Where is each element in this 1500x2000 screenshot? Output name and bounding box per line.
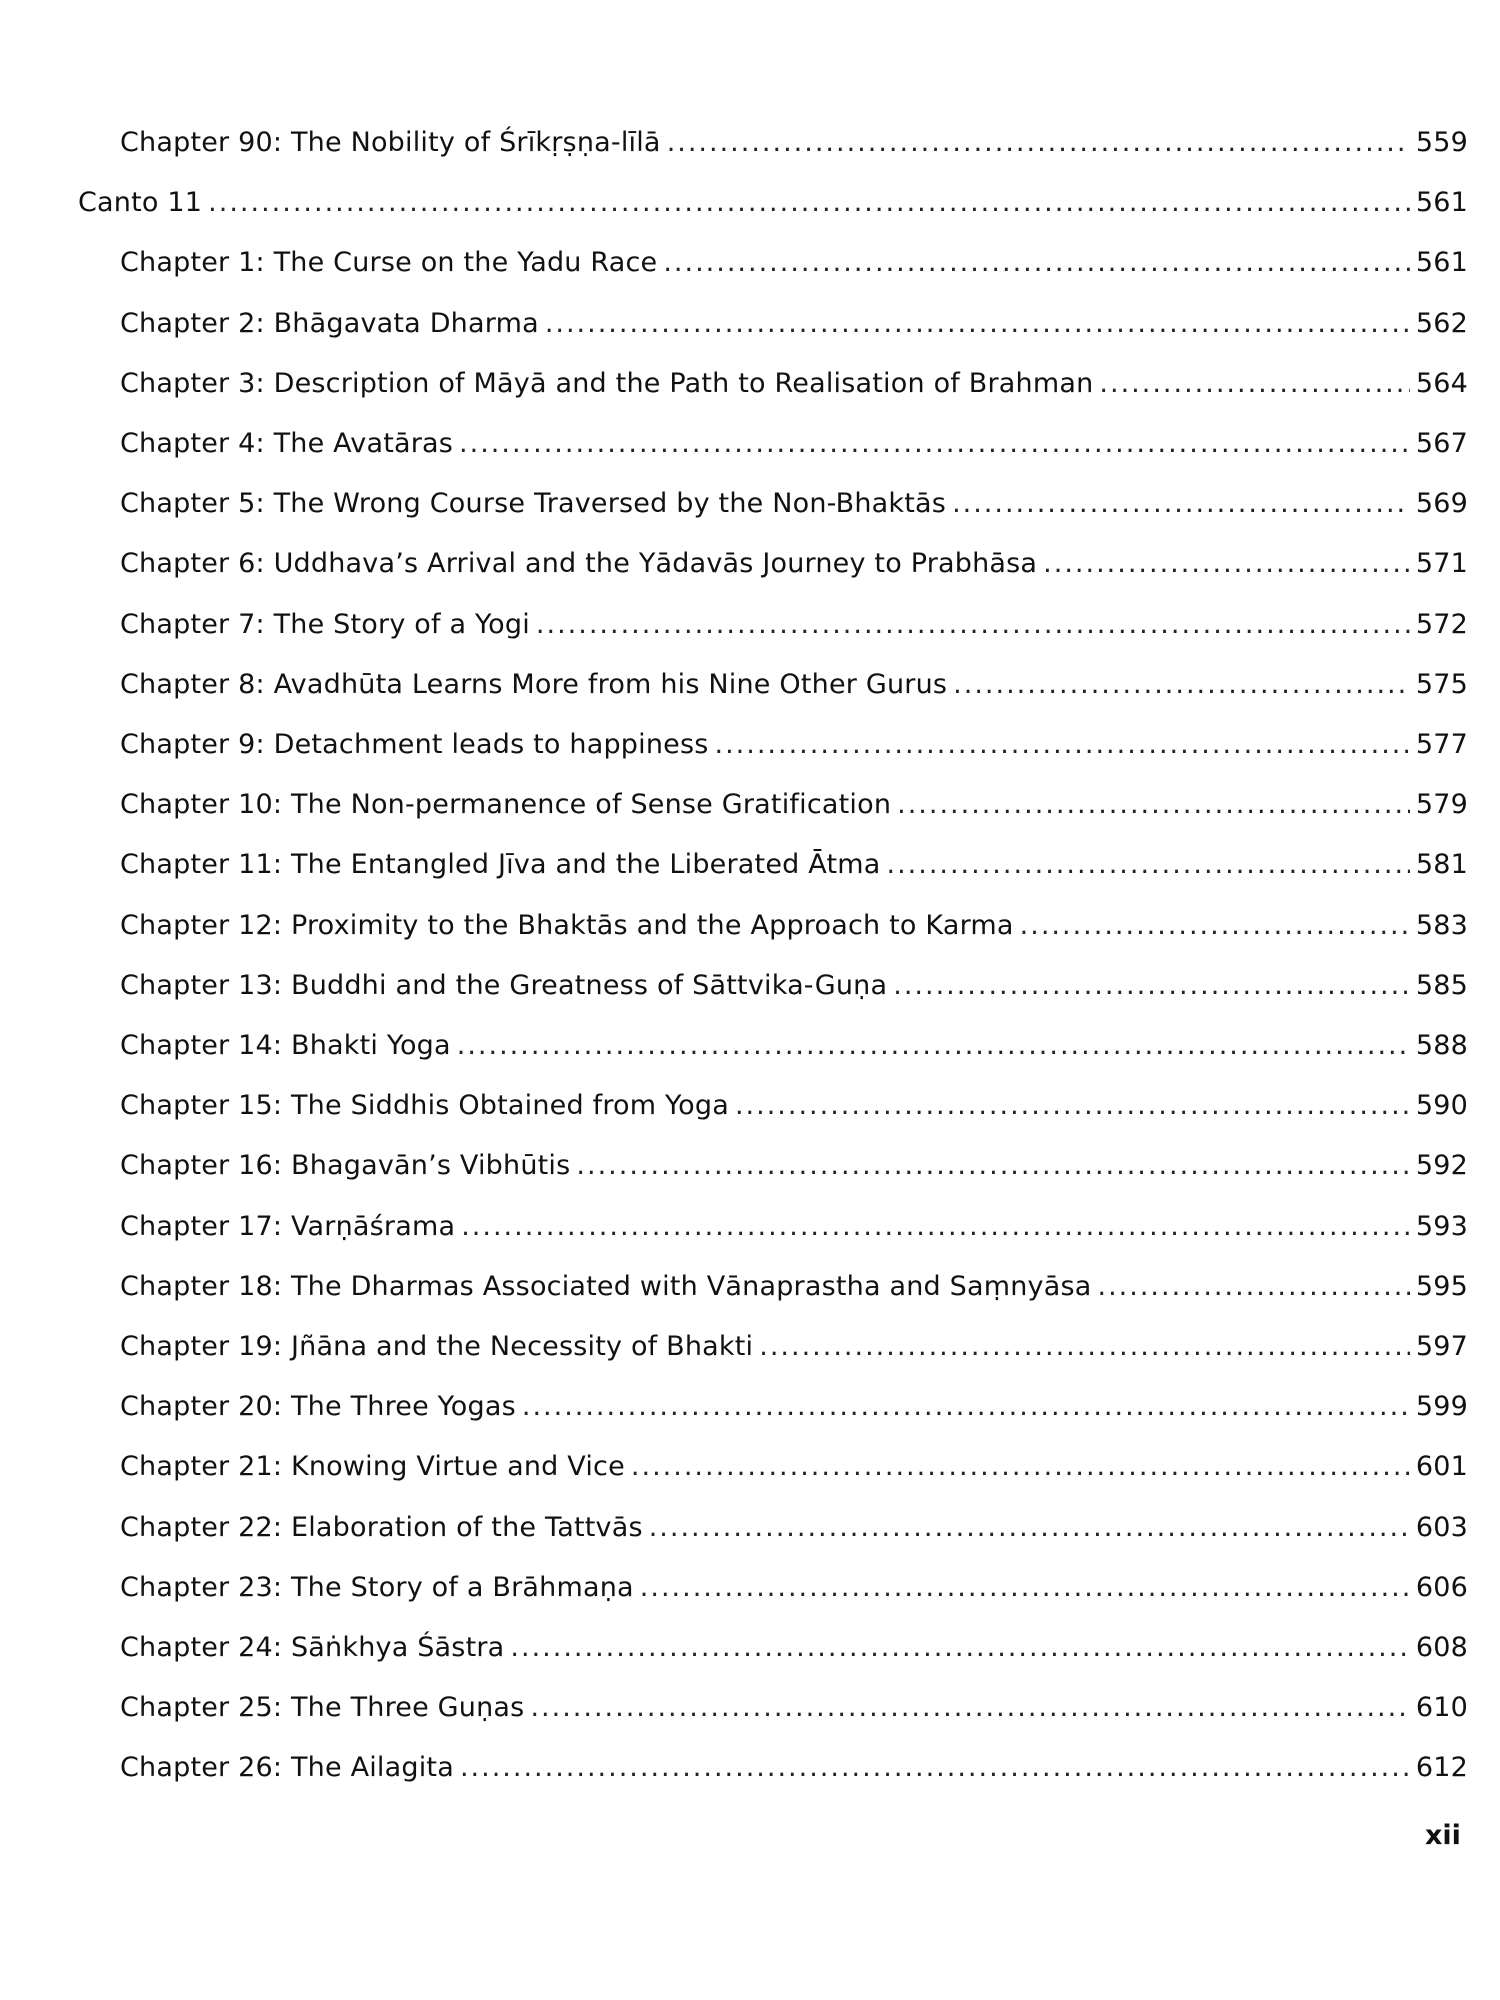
dot-leader — [576, 1148, 1409, 1184]
dot-leader — [459, 426, 1410, 462]
toc-entry[interactable] — [120, 1449, 1468, 1485]
toc-entry[interactable] — [120, 607, 1468, 643]
toc-entry-page: 612 — [1415, 1752, 1468, 1783]
dot-leader — [667, 125, 1410, 161]
toc-entry[interactable] — [120, 787, 1468, 823]
toc-entry[interactable] — [120, 727, 1468, 763]
toc-entry[interactable] — [120, 486, 1468, 522]
toc-entry-title: Chapter 90: The Nobility of Śrīkṛṣṇa-līlā — [120, 127, 661, 158]
dot-leader — [461, 1209, 1410, 1245]
toc-entry-title: Chapter 12: Proximity to the Bhaktās and the Approach to Karma — [120, 910, 1014, 941]
toc-entry-page: 572 — [1415, 609, 1468, 640]
dot-leader — [640, 1570, 1410, 1606]
toc-entry-page: 575 — [1415, 669, 1468, 700]
toc-entry[interactable] — [120, 245, 1468, 281]
toc-entry-title: Chapter 17: Varṇāśrama — [120, 1211, 456, 1242]
toc-entry[interactable] — [120, 847, 1468, 883]
toc-entry[interactable] — [120, 1269, 1468, 1305]
dot-leader — [460, 1750, 1410, 1786]
toc-entry-title: Chapter 23: The Story of a Brāhmaṇa — [120, 1572, 634, 1603]
toc-entry-title: Chapter 1: The Curse on the Yadu Race — [120, 247, 658, 278]
toc-entry-title: Chapter 18: The Dharmas Associated with Vānaprastha and Saṃnyāsa — [120, 1271, 1092, 1302]
toc-entry-page: 592 — [1415, 1150, 1468, 1181]
toc-entry-page: 561 — [1415, 187, 1468, 218]
toc-entry-title: Chapter 21: Knowing Virtue and Vice — [120, 1451, 625, 1482]
dot-leader — [1043, 546, 1410, 582]
toc-entry-page: 593 — [1415, 1211, 1468, 1242]
toc-entry[interactable] — [120, 1510, 1468, 1546]
toc-entry-title: Canto 11 — [78, 187, 203, 218]
dot-leader — [886, 847, 1409, 883]
toc-entry-title: Chapter 20: The Three Yogas — [120, 1391, 516, 1422]
toc-entry[interactable] — [120, 667, 1468, 703]
toc-entry-title: Chapter 14: Bhakti Yoga — [120, 1030, 451, 1061]
toc-entry-title: Chapter 15: The Siddhis Obtained from Yoga — [120, 1090, 729, 1121]
toc-entry-page: 585 — [1415, 970, 1468, 1001]
toc-entry[interactable] — [120, 1028, 1468, 1064]
toc-entry-title: Chapter 5: The Wrong Course Traversed by the Non-Bhaktās — [120, 488, 947, 519]
toc-entry[interactable] — [120, 1630, 1468, 1666]
toc-entry[interactable] — [120, 366, 1468, 402]
toc-entry-page: 564 — [1415, 368, 1468, 399]
toc-entry-title: Chapter 19: Jñāna and the Necessity of Bhakti — [120, 1331, 754, 1362]
toc-entry[interactable] — [120, 306, 1468, 342]
toc-entry-page: 571 — [1415, 548, 1468, 579]
toc-entry[interactable] — [120, 1148, 1468, 1184]
toc-entry[interactable] — [120, 125, 1468, 161]
toc-entry-title: Chapter 25: The Three Guṇas — [120, 1692, 525, 1723]
toc-entry[interactable] — [120, 426, 1468, 462]
toc-entry-page: 588 — [1415, 1030, 1468, 1061]
toc-entry[interactable] — [120, 908, 1468, 944]
toc-entry-page: 562 — [1415, 308, 1468, 339]
toc-entry[interactable] — [120, 1570, 1468, 1606]
toc-entry-title: Chapter 8: Avadhūta Learns More from his Nine Other Gurus — [120, 669, 948, 700]
dot-leader — [522, 1389, 1410, 1425]
toc-entry-title: Chapter 13: Buddhi and the Greatness of Sāttvika-Guṇa — [120, 970, 888, 1001]
toc-entry-title: Chapter 16: Bhagavān’s Vibhūtis — [120, 1150, 571, 1181]
toc-entry-page: 597 — [1415, 1331, 1468, 1362]
toc-entry[interactable] — [120, 546, 1468, 582]
dot-leader — [759, 1329, 1410, 1365]
toc-entry-page: 608 — [1415, 1632, 1468, 1663]
toc-entry-page: 567 — [1415, 428, 1468, 459]
toc-entry-title: Chapter 22: Elaboration of the Tattvās — [120, 1512, 643, 1543]
dot-leader — [536, 607, 1410, 643]
toc-entry-title: Chapter 3: Description of Māyā and the Path to Realisation of Brahman — [120, 368, 1094, 399]
toc-entry-page: 601 — [1415, 1451, 1468, 1482]
toc-entry-page: 603 — [1415, 1512, 1468, 1543]
dot-leader — [897, 787, 1410, 823]
dot-leader — [530, 1690, 1409, 1726]
toc-entry[interactable] — [120, 1329, 1468, 1365]
toc-entry-title: Chapter 26: The Ailagita — [120, 1752, 454, 1783]
dot-leader — [663, 245, 1410, 281]
dot-leader — [1098, 1269, 1410, 1305]
dot-leader — [893, 968, 1410, 1004]
toc-entry[interactable] — [120, 968, 1468, 1004]
dot-leader — [952, 486, 1410, 522]
toc-entry-title: Chapter 11: The Entangled Jīva and the Liberated Ātma — [120, 849, 881, 880]
toc-entry-page: 561 — [1415, 247, 1468, 278]
toc-entry[interactable] — [120, 1690, 1468, 1726]
toc-entry-page: 577 — [1415, 729, 1468, 760]
toc-entry-page: 610 — [1415, 1692, 1468, 1723]
dot-leader — [208, 185, 1410, 221]
toc-entry-canto[interactable] — [78, 185, 1468, 221]
toc-entry-page: 583 — [1415, 910, 1468, 941]
dot-leader — [457, 1028, 1410, 1064]
dot-leader — [631, 1449, 1410, 1485]
toc-entry[interactable] — [120, 1088, 1468, 1124]
toc-entry-title: Chapter 24: Sāṅkhya Śāstra — [120, 1632, 505, 1663]
page-number: xii — [1425, 1820, 1461, 1851]
toc-entry-title: Chapter 10: The Non-permanence of Sense Gratification — [120, 789, 892, 820]
dot-leader — [545, 306, 1410, 342]
toc-entry-page: 579 — [1415, 789, 1468, 820]
toc-entry-page: 559 — [1415, 127, 1468, 158]
toc-entry-title: Chapter 6: Uddhava’s Arrival and the Yādavās Journey to Prabhāsa — [120, 548, 1038, 579]
toc-entry[interactable] — [120, 1389, 1468, 1425]
dot-leader — [1099, 366, 1409, 402]
dot-leader — [715, 727, 1410, 763]
toc-entry[interactable] — [120, 1750, 1468, 1786]
toc-entry-page: 599 — [1415, 1391, 1468, 1422]
toc-entry-title: Chapter 4: The Avatāras — [120, 428, 454, 459]
toc-entry-page: 606 — [1415, 1572, 1468, 1603]
toc-entry-page: 590 — [1415, 1090, 1468, 1121]
toc-entry-title: Chapter 9: Detachment leads to happiness — [120, 729, 709, 760]
toc-entry[interactable] — [120, 1209, 1468, 1245]
dot-leader — [1020, 908, 1410, 944]
toc-entry-page: 595 — [1415, 1271, 1468, 1302]
toc-entry-title: Chapter 2: Bhāgavata Dharma — [120, 308, 539, 339]
dot-leader — [510, 1630, 1409, 1666]
dot-leader — [735, 1088, 1410, 1124]
dot-leader — [649, 1510, 1410, 1546]
toc-entry-title: Chapter 7: The Story of a Yogi — [120, 609, 530, 640]
toc-entry-page: 581 — [1415, 849, 1468, 880]
dot-leader — [953, 667, 1410, 703]
toc-entry-page: 569 — [1415, 488, 1468, 519]
